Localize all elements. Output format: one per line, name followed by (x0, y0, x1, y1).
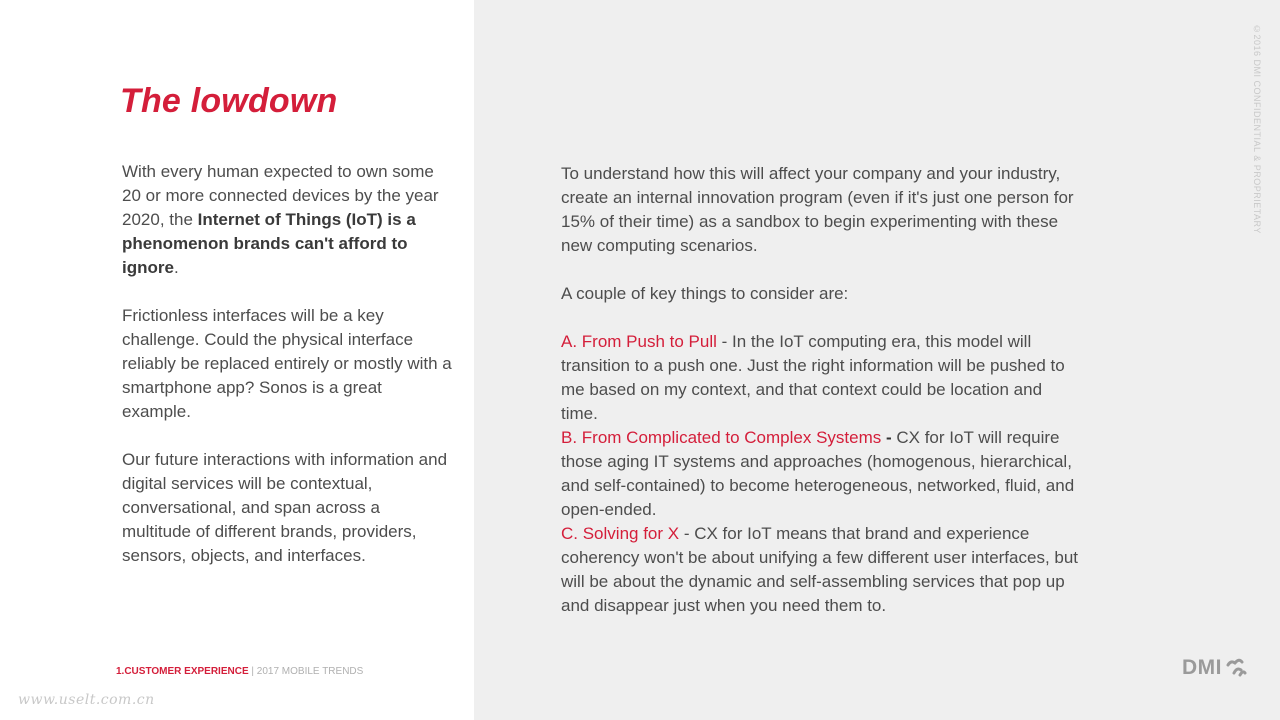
logo-text: DMI (1182, 656, 1222, 679)
right-paragraph-consider: A couple of key things to consider are: (561, 284, 849, 303)
left-paragraph-iot-intro: With every human expected to own some 20 or more connected devices by the year 2020, the (122, 162, 439, 229)
list-item-push-to-pull (561, 330, 1081, 426)
left-paragraph-interfaces: Frictionless interfaces will be a key challenge. Could the physical interface reliably be replaced entirely or mostly with a smartphone app? Sonos is a great example. (122, 306, 452, 421)
left-paragraph-iot (122, 160, 452, 280)
list-item-text: In the IoT computing era, this model will transition to a push one. Just the right information will be pushed to me based on my context, and that context could be location and time. (561, 332, 1065, 423)
watermark: www.uselt.com.cn (18, 692, 155, 708)
dmi-logo (1182, 656, 1247, 680)
list-item-heading: A. From Push to Pull (561, 332, 717, 351)
dmi-logo-icon (1225, 657, 1247, 679)
list-item-heading: B. From Complicated to Complex Systems (561, 428, 882, 447)
confidential-notice: ©2016 DMI CONFIDENTIAL & PROPRIETARY (1252, 24, 1262, 234)
page-title: The lowdown (120, 82, 338, 120)
list-item-text: CX for IoT will require those aging IT systems and approaches (homogenous, hierarchical, and self-contained) to become heterogeneous, networked, fluid, and open-ended. (561, 428, 1075, 519)
left-column (122, 160, 452, 592)
list-item-heading: C. Solving for X (561, 524, 680, 543)
left-paragraph-iot-end: . (173, 258, 179, 277)
list-item-solving-for-x (561, 522, 1081, 618)
list-item-separator: - (716, 332, 732, 351)
list-item-separator: - (679, 524, 695, 543)
left-paragraph-interactions: Our future interactions with information and digital services will be contextual, conversational, and span across a multitude of different brands, providers, sensors, objects, and interfaces. (122, 450, 448, 565)
footer-subtitle: 2017 MOBILE TRENDS (256, 666, 364, 677)
right-column (561, 162, 1081, 618)
footer-section: 1.CUSTOMER EXPERIENCE (116, 666, 249, 677)
list-item-text: CX for IoT means that brand and experience coherency won't be about unifying a few different user interfaces, but will be about the dynamic and self-assembling services that pop up and disappear just when you need them to. (561, 524, 1079, 615)
footer-section-label (116, 666, 363, 678)
footer-divider: | (248, 666, 257, 677)
left-paragraph-iot-highlight: Internet of Things (IoT) is a phenomenon brands can't afford to ignore (122, 210, 416, 277)
right-paragraph-intro: To understand how this will affect your company and your industry, create an internal innovation program (even if it's just one person for 15% of their time) as a sandbox to begin experimenting with these new computing scenarios. (561, 164, 1074, 255)
list-item-separator: - (881, 428, 897, 447)
list-item-complex-systems (561, 426, 1081, 522)
